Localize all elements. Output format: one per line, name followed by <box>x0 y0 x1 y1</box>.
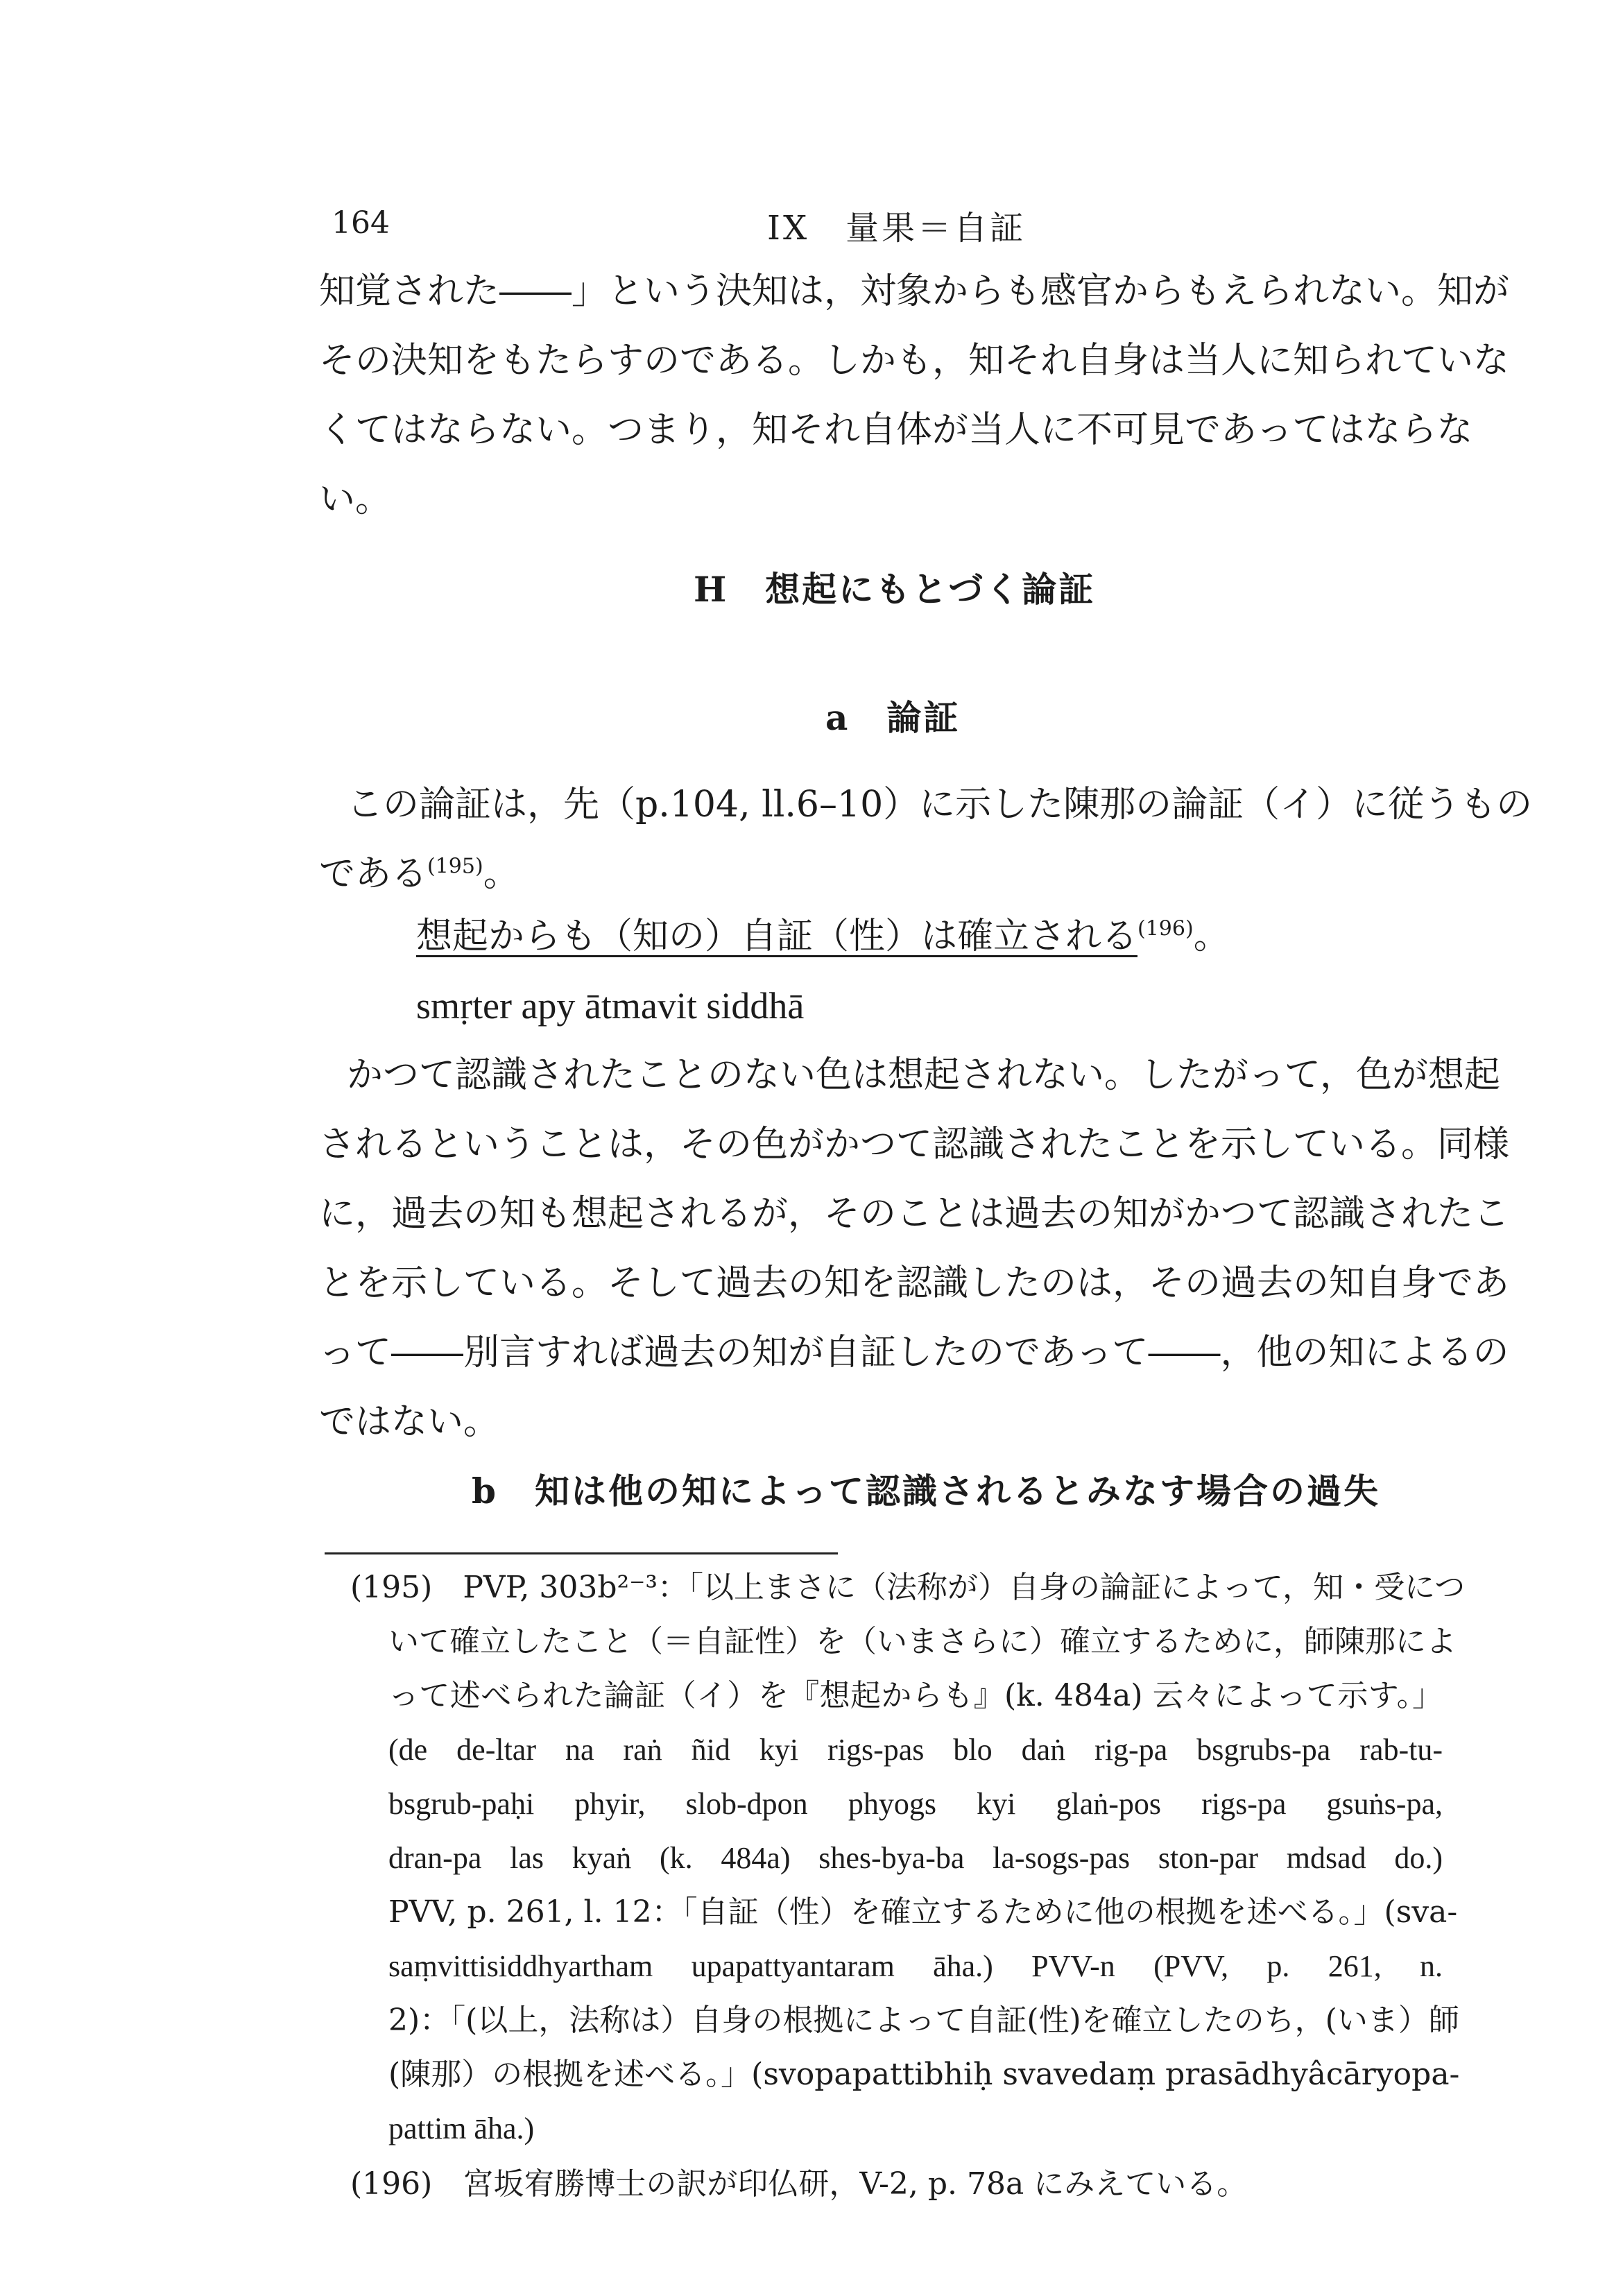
footnote-divider <box>325 1552 838 1554</box>
footnote-195-line-9: 2)：「(以上，法称は）自身の根拠によって自証(性)を確立したのち，(いま）師 <box>388 2003 1459 2038</box>
subsection-heading-b: b 知は他の知によって認識されるとみなす場合の過失 <box>472 1471 1380 1511</box>
paragraph-a2-line-3: に，過去の知も想起されるが，そのことは過去の知がかつて認識されたこ <box>319 1193 1510 1235</box>
note-ref-196[interactable]: (196) <box>1137 916 1194 941</box>
footnote-195-line-3: って述べられた論証（イ）を『想起からも』(k. 484a) 云々によって示す。」 <box>388 1678 1443 1713</box>
footnote-195-line-5: bsgrub-paḥi phyir, slob-dpon phyogs kyi glaṅ-pos rigs-pa gsuṅs-pa, <box>388 1787 1443 1821</box>
subsection-heading-a: a 論証 <box>825 697 961 738</box>
footnote-195-line-10: (陳那）の根拠を述べる。」(svopapattibhiḥ svavedaṃ prasādhyâcāryopa- <box>388 2057 1460 2092</box>
intro-line-2: その決知をもたらすのである。しかも，知それ自身は当人に知られていな <box>319 340 1510 382</box>
paragraph-a2-line-5: って――別言すれば過去の知が自証したのであって――，他の知によるの <box>319 1332 1509 1373</box>
paragraph-a-line-2 <box>319 839 519 909</box>
paragraph-a2-line-1: かつて認識されたことのない色は想起されない。したがって，色が想起 <box>347 1054 1500 1096</box>
footnote-195-line-8: saṃvittisiddhyartham upapattyantaram āha.) PVV-n (PVV, p. 261, n. <box>388 1949 1443 1983</box>
intro-line-1: 知覚された――」という決知は，対象からも感官からもえられない。知が <box>319 271 1510 312</box>
footnote-195-line-2: いて確立したこと（＝自証性）を（いまさらに）確立するために，師陳那によ <box>388 1624 1457 1659</box>
intro-line-3: くてはならない。つまり，知それ自体が当人に不可見であってはならな <box>319 409 1473 451</box>
paragraph-a-line-1: この論証は，先（p.104, ll.6–10）に示した陳那の論証（イ）に従うもの <box>347 784 1533 825</box>
paragraph-a-line-2-text: である <box>319 853 428 895</box>
footnote-195-line-7: PVV, p. 261, l. 12：「自証（性）を確立するために他の根拠を述べる。」(sva- <box>388 1894 1458 1930</box>
footnote-195-line-6: dran-pa las kyaṅ (k. 484a) shes-bya-ba la-sogs-pas ston-par mdsad do.) <box>388 1841 1443 1875</box>
verse-quote-end: 。 <box>1193 916 1230 957</box>
page-number: 164 <box>332 205 390 241</box>
footnote-195-line-1: (195) PVP, 303b²⁻³：「以上まさに（法称が）自身の論証によって，知・受につ <box>350 1570 1466 1605</box>
paragraph-a2-line-4: とを示している。そして過去の知を認識したのは，その過去の知自身であ <box>319 1262 1510 1304</box>
footnote-195-line-4: (de de-ltar na raṅ ñid kyi rigs-pas blo daṅ rig-pa bsgrubs-pa rab-tu- <box>388 1733 1443 1767</box>
section-heading-h: H 想起にもとづく論証 <box>694 569 1096 610</box>
paragraph-a2-line-6: ではない。 <box>319 1401 500 1443</box>
running-title: IX 量果＝自証 <box>767 209 1027 248</box>
verse-quote <box>416 902 1230 971</box>
paragraph-a-line-2-end: 。 <box>483 853 519 895</box>
verse-quote-jp: 想起からも（知の）自証（性）は確立される <box>416 916 1138 957</box>
intro-line-4: い。 <box>319 479 392 520</box>
verse-sanskrit: smṛter apy ātmavit siddhā <box>416 985 805 1027</box>
footnote-195-line-11: pattim āha.) <box>388 2111 535 2145</box>
footnote-196: (196) 宮坂宥勝博士の訳が印仏研，V-2, p. 78a にみえている。 <box>350 2166 1248 2202</box>
note-ref-195[interactable]: (195) <box>427 854 483 879</box>
paragraph-a2-line-2: されるということは，その色がかつて認識されたことを示している。同様 <box>319 1124 1510 1165</box>
